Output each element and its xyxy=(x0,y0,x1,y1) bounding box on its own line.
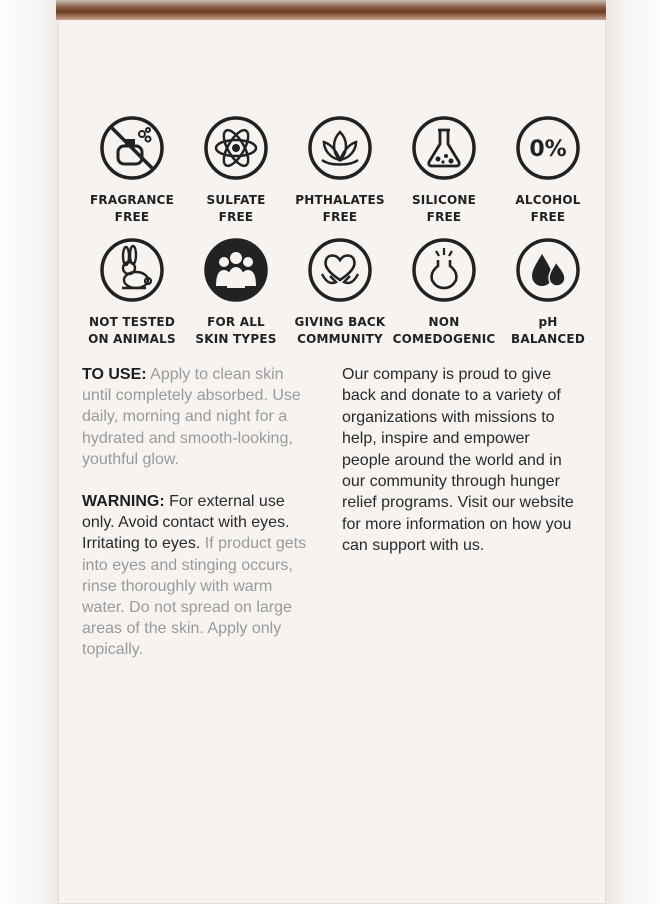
warning-light-text: If product gets into eyes and stinging occurs, rinse thoroughly with warm water. Do not spread on large areas of the skin. Apply only topically. xyxy=(82,535,307,659)
warning-dark-text: For external use only. Avoid contact with eyes. Irritating to eyes. xyxy=(82,493,290,553)
to-use-paragraph xyxy=(82,364,314,470)
heart-hands-icon xyxy=(306,236,374,304)
icon-label: NOT TESTED ON ANIMALS xyxy=(88,315,176,346)
icon-label: FRAGRANCE FREE xyxy=(90,193,174,224)
zero-percent-icon xyxy=(514,114,582,182)
icon-label: GIVING BACK COMMUNITY xyxy=(294,315,386,346)
icon-label: SULFATE FREE xyxy=(206,193,266,224)
badge-fragrance-free xyxy=(80,114,184,226)
icon-label: SILICONE FREE xyxy=(411,193,477,224)
icon-row-2 xyxy=(80,236,600,348)
warning-heading: WARNING: xyxy=(82,493,165,511)
zero-percent-text: 0% xyxy=(529,137,567,162)
atom-icon xyxy=(202,114,270,182)
box-left-edge xyxy=(0,0,62,904)
box-right-edge xyxy=(604,0,660,904)
icon-label: pH BALANCED xyxy=(511,315,585,346)
icon-row-1 xyxy=(80,114,600,226)
pore-icon xyxy=(410,236,478,304)
top-band xyxy=(56,0,606,20)
lotus-icon xyxy=(306,114,374,182)
rabbit-icon xyxy=(98,236,166,304)
company-paragraph: Our company is proud to give back and donate to a variety of organizations with missions to help, inspire and empower people around the world and in our community through hunger relief programs. Visit our website for more information on how you can support with us. xyxy=(342,366,574,555)
flask-icon xyxy=(410,114,478,182)
no-fragrance-icon xyxy=(98,114,166,182)
badge-sulfate-free xyxy=(184,114,288,226)
icon-label: NON COMEDOGENIC xyxy=(392,315,496,346)
icon-label: PHTHALATES FREE xyxy=(295,193,385,224)
badge-all-skin-types xyxy=(184,236,288,348)
to-use-text: Apply to clean skin until completely absorbed. Use daily, morning and night for a hydrated and smooth-looking, youthful glow. xyxy=(82,366,301,468)
icon-label: ALCOHOL FREE xyxy=(515,193,581,224)
badge-non-comedogenic xyxy=(392,236,496,348)
to-use-heading: TO USE: xyxy=(82,366,147,383)
badge-giving-back xyxy=(288,236,392,348)
badge-phthalates-free xyxy=(288,114,392,226)
people-icon xyxy=(202,236,270,304)
badge-alcohol-free xyxy=(496,114,600,226)
badge-silicone-free xyxy=(392,114,496,226)
icon-label: FOR ALL SKIN TYPES xyxy=(195,315,277,346)
drops-icon xyxy=(514,236,582,304)
badge-not-tested xyxy=(80,236,184,348)
usage-column xyxy=(82,364,314,661)
badge-ph-balanced xyxy=(496,236,600,348)
warning-paragraph xyxy=(82,491,314,661)
